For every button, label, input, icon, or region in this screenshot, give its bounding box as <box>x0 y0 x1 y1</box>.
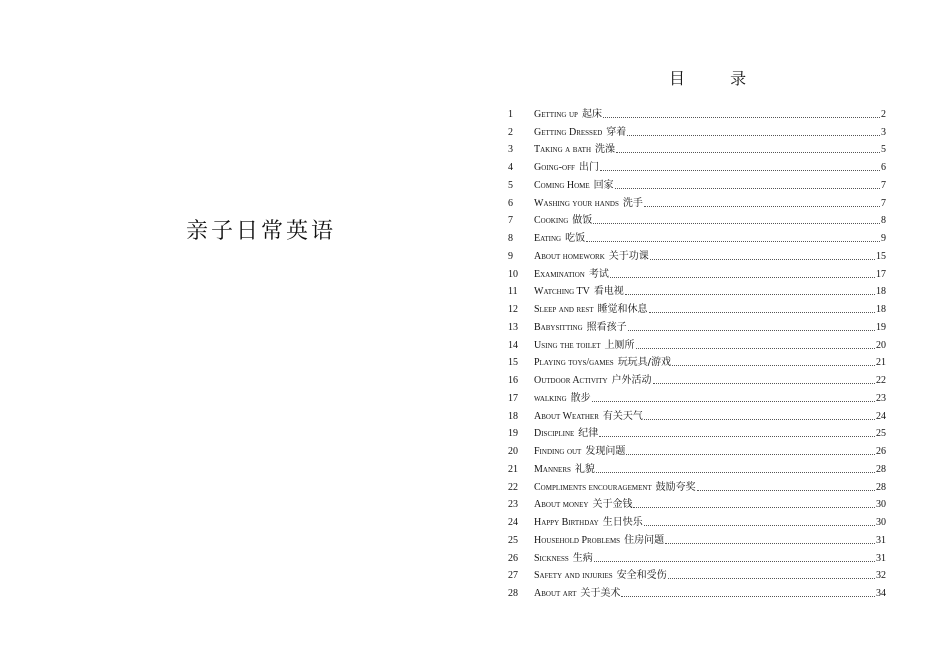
toc-entry <box>508 369 886 387</box>
toc-entry-page-number: 5 <box>881 144 886 156</box>
toc-entry-leader-dots <box>621 596 875 597</box>
toc-entry <box>508 547 886 565</box>
toc-entry-page-number: 34 <box>876 588 886 599</box>
toc-entry <box>508 494 886 512</box>
toc-entry-page-number: 18 <box>876 286 886 298</box>
toc-entry-chinese-title: 有关天气 <box>602 410 643 422</box>
toc-entry-english-title: Outdoor Activity <box>534 375 608 386</box>
toc-entry-number: 20 <box>508 446 518 457</box>
toc-entry-leader-dots <box>636 348 875 349</box>
toc-entry-english-title: Examination <box>534 268 585 280</box>
toc-entry-english-title: Coming Home <box>534 179 590 191</box>
toc-entry-chinese-title: 生日快乐 <box>602 517 643 528</box>
toc-entry-number: 10 <box>508 268 518 280</box>
toc-entry-chinese-title: 考试 <box>588 268 609 280</box>
toc-entry <box>508 476 886 494</box>
toc-entry-page-number: 7 <box>881 197 886 209</box>
toc-entry-english-title: Using the toilet <box>534 339 601 351</box>
toc-entry-chinese-title: 穿着 <box>606 126 627 138</box>
toc-entry-number: 25 <box>508 534 518 546</box>
toc-entry-leader-dots <box>628 330 875 331</box>
toc-entry-leader-dots <box>644 419 875 420</box>
toc-entry-english-title: Manners <box>534 463 571 475</box>
toc-entry <box>508 227 886 245</box>
toc-entry-number: 23 <box>508 499 518 511</box>
toc-entry-number: 26 <box>508 552 518 564</box>
toc-entry-number: 2 <box>508 126 513 138</box>
toc-entry-chinese-title: 洗手 <box>622 197 643 209</box>
toc-entry-page-number: 28 <box>876 481 886 493</box>
toc-entry-leader-dots <box>633 507 875 508</box>
toc-entry-english-title: Discipline <box>534 428 575 440</box>
toc-entry-english-title: About homework <box>534 250 605 262</box>
toc-entry-english-title: Washing your hands <box>534 197 619 209</box>
toc-entry-english-title: Getting up <box>534 108 578 120</box>
toc-entry <box>508 511 886 529</box>
toc-entry-leader-dots <box>615 188 880 189</box>
toc-entry-leader-dots <box>616 152 880 153</box>
toc-entry-english-title: Eating <box>534 233 562 244</box>
toc-entry-page-number: 22 <box>876 375 886 386</box>
toc-entry-english-title: Safety and injuries <box>534 570 613 582</box>
toc-entry-leader-dots <box>625 294 875 295</box>
book-title: 亲子日常英语 <box>186 219 337 244</box>
toc-entry-english-title: Sickness <box>534 552 569 564</box>
toc-entry-chinese-title: 住房问题 <box>624 534 665 546</box>
toc-entry <box>508 458 886 476</box>
toc-entry-page-number: 18 <box>876 304 886 315</box>
toc-entry-number: 6 <box>508 197 513 209</box>
toc-entry-chinese-title: 纪律 <box>578 428 599 440</box>
toc-entry-page-number: 30 <box>876 517 886 528</box>
toc-entry-leader-dots <box>596 472 875 473</box>
toc-entry-chinese-title: 生病 <box>572 552 593 564</box>
toc-entry-page-number: 15 <box>876 250 886 262</box>
toc-entry-number: 1 <box>508 108 513 120</box>
toc-entry-chinese-title: 户外活动 <box>611 375 652 386</box>
toc-entry-leader-dots <box>649 312 875 313</box>
toc-entry-english-title: About Weather <box>534 410 599 422</box>
toc-entry-page-number: 28 <box>876 463 886 475</box>
toc-entry-english-title: Cooking <box>534 215 569 227</box>
toc-entry-page-number: 2 <box>881 108 886 120</box>
toc-entry-chinese-title: 玩玩具/游戏 <box>617 357 672 369</box>
toc-entry-number: 28 <box>508 588 518 599</box>
toc-entry-chinese-title: 关于金钱 <box>592 499 633 511</box>
toc-entry-number: 14 <box>508 339 518 351</box>
toc-entry-page-number: 32 <box>876 570 886 582</box>
toc-entry-english-title: Watching TV <box>534 286 590 298</box>
toc-entry-number: 9 <box>508 250 513 262</box>
toc-entry-page-number: 19 <box>876 321 886 333</box>
toc-entry-leader-dots <box>653 383 875 384</box>
toc-entry-leader-dots <box>650 259 875 260</box>
toc-entry-number: 4 <box>508 162 513 173</box>
toc-entry <box>508 103 886 121</box>
toc-entry-chinese-title: 礼貌 <box>574 463 595 475</box>
toc-entry <box>508 582 886 600</box>
toc-entry-page-number: 6 <box>881 162 886 173</box>
toc-entry-chinese-title: 起床 <box>581 108 602 120</box>
toc-entry-leader-dots <box>626 454 875 455</box>
toc-entry-page-number: 7 <box>881 179 886 191</box>
toc-entry-leader-dots <box>603 117 880 118</box>
toc-entry-chinese-title: 安全和受伤 <box>616 570 667 582</box>
toc-entry-chinese-title: 洗澡 <box>595 144 615 156</box>
toc-entry-number: 16 <box>508 375 518 386</box>
toc-entry-chinese-title: 关于功课 <box>608 250 649 262</box>
toc-entry-leader-dots <box>668 578 875 579</box>
toc-entry-english-title: Going-off <box>534 162 575 173</box>
toc-entry-number: 21 <box>508 463 518 475</box>
toc-entry <box>508 192 886 210</box>
toc-entry-page-number: 8 <box>881 215 886 227</box>
toc-entry-number: 24 <box>508 517 518 528</box>
toc-entry <box>508 405 886 423</box>
toc-entry-leader-dots <box>592 401 875 402</box>
toc-entry-english-title: Playing toys/games <box>534 357 614 369</box>
toc-entry-english-title: Happy Birthday <box>534 517 599 528</box>
toc-entry-page-number: 23 <box>876 392 886 404</box>
toc-entry-chinese-title: 上厕所 <box>604 339 635 351</box>
toc-entry-leader-dots <box>644 525 875 526</box>
toc-list <box>508 103 886 600</box>
toc-entry-number: 12 <box>508 304 518 315</box>
toc-entry-number: 7 <box>508 215 513 227</box>
toc-heading: 目 录 <box>669 69 767 88</box>
toc-entry-leader-dots <box>697 490 875 491</box>
toc-entry-english-title: Taking a bath <box>534 144 591 156</box>
toc-entry <box>508 210 886 228</box>
toc-entry <box>508 334 886 352</box>
toc-entry-number: 18 <box>508 410 518 422</box>
toc-entry <box>508 245 886 263</box>
toc-entry-number: 19 <box>508 428 518 440</box>
toc-entry <box>508 316 886 334</box>
toc-entry-english-title: Getting Dressed <box>534 126 603 138</box>
toc-entry-leader-dots <box>593 223 880 224</box>
toc-entry-english-title: Finding out <box>534 446 582 457</box>
toc-entry-number: 3 <box>508 144 513 156</box>
toc-entry-page-number: 24 <box>876 410 886 422</box>
toc-entry-number: 22 <box>508 481 518 493</box>
toc-entry-page-number: 31 <box>876 552 886 564</box>
toc-entry-number: 15 <box>508 357 518 369</box>
toc-entry <box>508 281 886 299</box>
toc-entry-number: 5 <box>508 179 513 191</box>
toc-entry-leader-dots <box>627 135 880 136</box>
toc-entry-number: 17 <box>508 392 518 404</box>
toc-entry-number: 13 <box>508 321 518 333</box>
toc-entry-page-number: 9 <box>881 233 886 244</box>
toc-entry-english-title: Babysitting <box>534 321 583 333</box>
toc-entry <box>508 440 886 458</box>
toc-entry-chinese-title: 做饭 <box>572 215 593 227</box>
toc-entry-page-number: 25 <box>876 428 886 440</box>
toc-entry-english-title: About art <box>534 588 577 599</box>
toc-entry-chinese-title: 看电视 <box>593 286 624 298</box>
toc-entry-chinese-title: 散步 <box>570 392 591 404</box>
toc-entry <box>508 121 886 139</box>
toc-entry-page-number: 3 <box>881 126 886 138</box>
toc-entry-page-number: 26 <box>876 446 886 457</box>
toc-entry-leader-dots <box>672 365 875 366</box>
toc-entry <box>508 387 886 405</box>
toc-entry-page-number: 31 <box>876 534 886 546</box>
toc-entry <box>508 529 886 547</box>
toc-entry-number: 11 <box>508 286 518 298</box>
toc-entry-english-title: Sleep and rest <box>534 304 594 315</box>
toc-entry-chinese-title: 睡觉和休息 <box>597 304 648 315</box>
toc-entry-leader-dots <box>599 436 875 437</box>
toc-entry-page-number: 20 <box>876 339 886 351</box>
toc-entry-number: 27 <box>508 570 518 582</box>
toc-entry <box>508 174 886 192</box>
toc-entry-english-title: walking <box>534 392 567 404</box>
toc-entry-english-title: Household Problems <box>534 534 621 546</box>
toc-entry-chinese-title: 照看孩子 <box>586 321 627 333</box>
toc-entry-chinese-title: 发现问题 <box>585 446 626 457</box>
toc-entry <box>508 565 886 583</box>
toc-entry <box>508 423 886 441</box>
toc-entry-leader-dots <box>594 561 875 562</box>
toc-entry-page-number: 30 <box>876 499 886 511</box>
toc-entry-chinese-title: 吃饭 <box>565 233 586 244</box>
toc-entry <box>508 352 886 370</box>
toc-entry-leader-dots <box>610 277 875 278</box>
toc-entry-chinese-title: 出门 <box>578 162 599 173</box>
toc-entry-page-number: 17 <box>876 268 886 280</box>
toc-entry-number: 8 <box>508 233 513 244</box>
toc-entry-leader-dots <box>644 206 880 207</box>
toc-entry-leader-dots <box>586 241 880 242</box>
toc-entry <box>508 139 886 157</box>
toc-entry-page-number: 21 <box>876 357 886 369</box>
toc-entry <box>508 263 886 281</box>
toc-entry-english-title: About money <box>534 499 589 511</box>
toc-entry <box>508 298 886 316</box>
toc-entry-leader-dots <box>600 170 880 171</box>
toc-entry-chinese-title: 鼓励夸奖 <box>655 481 696 493</box>
toc-entry-leader-dots <box>665 543 875 544</box>
toc-entry <box>508 156 886 174</box>
toc-entry-english-title: Compliments encouragement <box>534 481 652 493</box>
toc-entry-chinese-title: 关于美术 <box>580 588 621 599</box>
toc-entry-chinese-title: 回家 <box>593 179 614 191</box>
